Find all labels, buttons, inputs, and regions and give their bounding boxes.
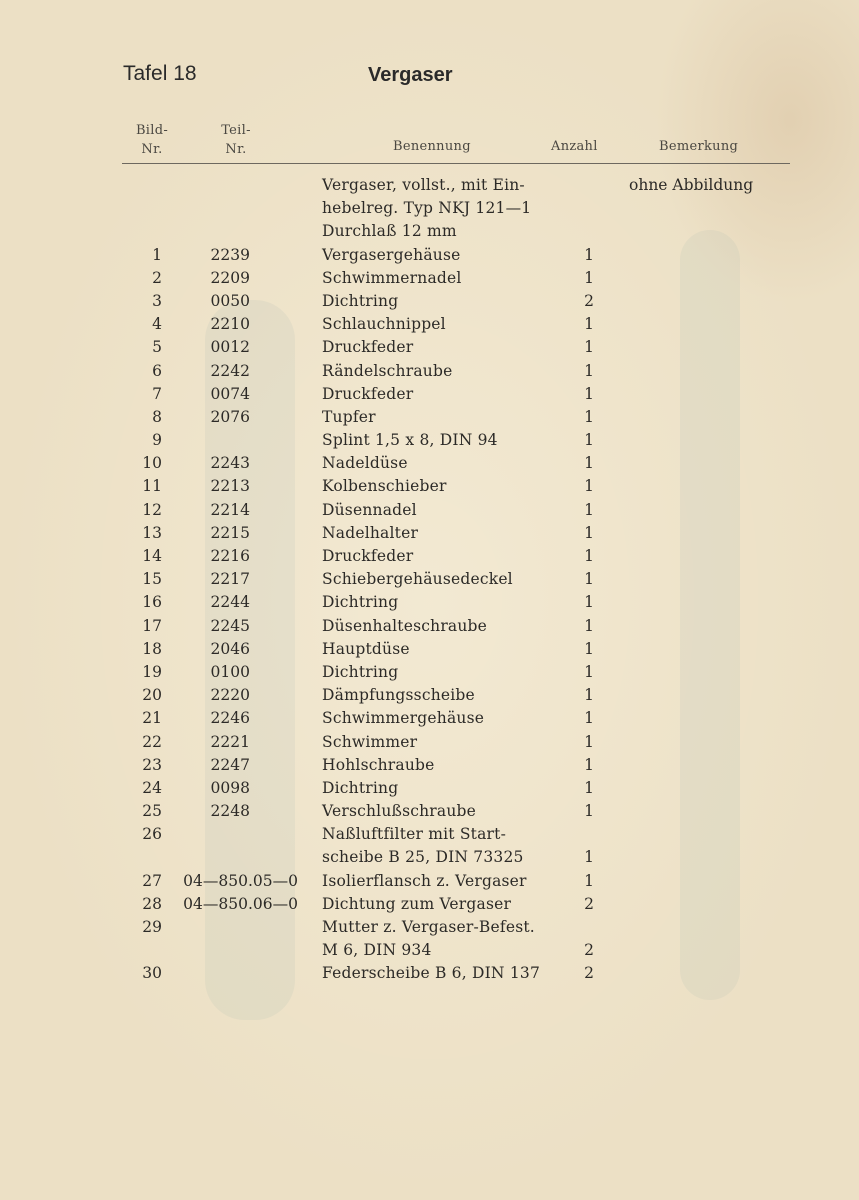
column-header-teil-line1: Teil- (221, 123, 251, 138)
cell-teil-nr: 2213 (210, 477, 250, 496)
cell-teil-nr: 2239 (210, 245, 250, 264)
cell-anzahl: 1 (584, 523, 594, 542)
cell-anzahl: 1 (584, 639, 594, 658)
cell-benennung: Dichtring (322, 593, 399, 612)
cell-anzahl: 1 (584, 662, 594, 681)
cell-anzahl: 1 (584, 477, 594, 496)
cell-benennung: Dichtring (322, 662, 399, 681)
cell-benennung: Schwimmernadel (322, 268, 462, 287)
cell-anzahl: 1 (584, 732, 594, 751)
cell-bild-nr: 28 (142, 894, 162, 913)
cell-benennung: M 6, DIN 934 (322, 941, 432, 960)
cell-teil-nr: 2076 (210, 407, 250, 426)
cell-bild-nr: 20 (142, 686, 162, 705)
table-row (0, 174, 859, 197)
cell-anzahl: 1 (584, 407, 594, 426)
cell-benennung: Isolierflansch z. Vergaser (322, 871, 527, 890)
cell-anzahl: 1 (584, 802, 594, 821)
cell-bild-nr: 21 (142, 709, 162, 728)
cell-benennung: Hauptdüse (322, 639, 410, 658)
cell-anzahl: 2 (584, 291, 594, 310)
cell-teil-nr: 2215 (210, 523, 250, 542)
table-row (0, 893, 859, 916)
header-divider (122, 163, 790, 164)
table-row (0, 197, 859, 220)
cell-benennung: scheibe B 25, DIN 73325 (322, 848, 524, 867)
cell-anzahl: 2 (584, 941, 594, 960)
table-row (0, 220, 859, 243)
column-header-bild-line2: Nr. (141, 142, 163, 157)
cell-anzahl: 1 (584, 431, 594, 450)
table-row (0, 522, 859, 545)
table-row (0, 360, 859, 383)
cell-benennung: Vergaser, vollst., mit Ein- (322, 176, 525, 194)
cell-benennung: Splint 1,5 x 8, DIN 94 (322, 431, 498, 450)
table-row (0, 916, 859, 939)
table-row (0, 962, 859, 985)
cell-teil-nr: 2217 (210, 570, 250, 589)
cell-bild-nr: 6 (152, 361, 162, 380)
cell-bild-nr: 17 (142, 616, 162, 635)
cell-benennung: Schwimmer (322, 732, 418, 751)
cell-bild-nr: 1 (152, 245, 162, 264)
cell-bild-nr: 4 (152, 315, 162, 334)
cell-anzahl: 1 (584, 570, 594, 589)
table-row (0, 499, 859, 522)
column-header-teil-line2: Nr. (225, 142, 247, 157)
table-row (0, 244, 859, 267)
cell-bild-nr: 18 (142, 639, 162, 658)
cell-bild-nr: 15 (142, 570, 162, 589)
cell-bild-nr: 10 (142, 454, 162, 473)
cell-bild-nr: 30 (142, 964, 162, 983)
cell-teil-nr: 0050 (210, 291, 250, 310)
cell-anzahl: 1 (584, 338, 594, 357)
cell-teil-nr: 0098 (210, 778, 250, 797)
cell-benennung: Dichtring (322, 778, 399, 797)
plate-number: Tafel 18 (123, 62, 197, 85)
page-title: Vergaser (368, 64, 453, 86)
cell-benennung: Nadeldüse (322, 454, 408, 473)
table-row (0, 591, 859, 614)
cell-anzahl: 1 (584, 848, 594, 867)
table-row (0, 823, 859, 846)
cell-bild-nr: 9 (152, 431, 162, 450)
cell-anzahl: 1 (584, 454, 594, 473)
cell-anzahl: 2 (584, 964, 594, 983)
cell-benennung: Schlauchnippel (322, 315, 446, 334)
cell-teil-nr: 2247 (210, 755, 250, 774)
cell-benennung: Druckfeder (322, 338, 414, 357)
table-row (0, 267, 859, 290)
cell-benennung: Federscheibe B 6, DIN 137 (322, 964, 541, 983)
cell-benennung: hebelreg. Typ NKJ 121—1 (322, 199, 532, 218)
cell-bild-nr: 23 (142, 755, 162, 774)
cell-anzahl: 1 (584, 384, 594, 403)
table-row (0, 429, 859, 452)
cell-teil-nr: 2209 (210, 268, 250, 287)
cell-benennung: Mutter z. Vergaser-Befest. (322, 918, 535, 936)
cell-teil-nr: 2243 (210, 454, 250, 473)
cell-benennung: Düsennadel (322, 500, 417, 519)
cell-bild-nr: 25 (142, 802, 162, 821)
cell-benennung: Dämpfungsscheibe (322, 686, 475, 705)
table-row (0, 800, 859, 823)
column-header-bild-line1: Bild- (135, 123, 169, 138)
cell-anzahl: 1 (584, 245, 594, 264)
cell-bild-nr: 19 (142, 662, 162, 681)
cell-teil-nr: 2246 (210, 709, 250, 728)
cell-bild-nr: 27 (142, 871, 162, 890)
table-row (0, 777, 859, 800)
cell-anzahl: 2 (584, 894, 594, 913)
cell-anzahl: 1 (584, 778, 594, 797)
cell-benennung: Vergasergehäuse (322, 245, 461, 264)
cell-benennung: Schwimmergehäuse (322, 709, 485, 728)
cell-anzahl: 1 (584, 593, 594, 612)
cell-teil-nr: 2216 (210, 547, 250, 565)
cell-bild-nr: 5 (152, 338, 162, 357)
cell-teil-nr: 2220 (210, 686, 250, 705)
cell-benennung: Düsenhalteschraube (322, 616, 488, 635)
cell-teil-nr: 0074 (210, 384, 250, 403)
cell-anzahl: 1 (584, 709, 594, 728)
cell-teil-nr: 2221 (210, 732, 250, 751)
cell-benennung: Druckfeder (322, 384, 414, 403)
table-row (0, 406, 859, 429)
cell-teil-nr: 2248 (210, 802, 250, 821)
cell-teil-nr: 04—850.06—0 (183, 894, 298, 913)
cell-teil-nr: 2242 (210, 361, 250, 380)
cell-anzahl: 1 (584, 500, 594, 519)
column-header-bemerkung: Bemerkung (659, 139, 739, 154)
column-header-bild (130, 121, 174, 159)
cell-bild-nr: 3 (152, 291, 162, 310)
cell-benennung: Tupfer (322, 407, 376, 426)
cell-teil-nr: 2214 (210, 500, 250, 519)
parts-table (0, 174, 859, 986)
table-row (0, 568, 859, 591)
cell-benennung: Verschlußschraube (322, 802, 477, 821)
cell-anzahl: 1 (584, 547, 594, 565)
cell-benennung: Durchlaß 12 mm (322, 222, 457, 241)
cell-bild-nr: 2 (152, 268, 162, 287)
table-row (0, 870, 859, 893)
cell-benennung: Schiebergehäusedeckel (322, 570, 513, 589)
table-row (0, 475, 859, 498)
column-header-teil (214, 121, 258, 159)
table-row (0, 731, 859, 754)
cell-bild-nr: 7 (152, 384, 162, 403)
cell-anzahl: 1 (584, 268, 594, 287)
table-row (0, 336, 859, 359)
cell-anzahl: 1 (584, 315, 594, 334)
cell-bild-nr: 8 (152, 407, 162, 426)
cell-bild-nr: 12 (142, 500, 162, 519)
table-row (0, 313, 859, 336)
cell-teil-nr: 2210 (210, 315, 250, 334)
cell-teil-nr: 04—850.05—0 (183, 871, 298, 890)
table-row (0, 383, 859, 406)
cell-anzahl: 1 (584, 755, 594, 774)
table-row (0, 754, 859, 777)
cell-benennung: Rändelschraube (322, 361, 453, 380)
cell-bild-nr: 22 (142, 732, 162, 751)
table-row (0, 638, 859, 661)
cell-bild-nr: 26 (142, 825, 162, 844)
table-row (0, 846, 859, 869)
cell-bild-nr: 11 (142, 477, 162, 496)
cell-bild-nr: 13 (142, 523, 162, 542)
cell-benennung: Dichtung zum Vergaser (322, 894, 512, 913)
cell-anzahl: 1 (584, 686, 594, 705)
column-header-benennung: Benennung (393, 139, 471, 154)
cell-bild-nr: 14 (142, 547, 162, 565)
table-row (0, 707, 859, 730)
cell-teil-nr: 0012 (210, 338, 250, 357)
cell-teil-nr: 0100 (210, 662, 250, 681)
table-row (0, 290, 859, 313)
cell-bild-nr: 29 (142, 918, 162, 936)
cell-anzahl: 1 (584, 361, 594, 380)
cell-bild-nr: 16 (142, 593, 162, 612)
cell-anzahl: 1 (584, 871, 594, 890)
cell-benennung: Naßluftfilter mit Start- (322, 825, 507, 844)
cell-benennung: Nadelhalter (322, 523, 419, 542)
cell-benennung: Dichtring (322, 291, 399, 310)
table-row (0, 684, 859, 707)
table-row (0, 545, 859, 568)
cell-benennung: Druckfeder (322, 547, 414, 565)
column-header-anzahl: Anzahl (551, 139, 598, 154)
cell-bild-nr: 24 (142, 778, 162, 797)
cell-benennung: Kolbenschieber (322, 477, 447, 496)
table-row (0, 615, 859, 638)
cell-anzahl: 1 (584, 616, 594, 635)
table-row (0, 939, 859, 962)
table-row (0, 661, 859, 684)
cell-benennung: Hohlschraube (322, 755, 435, 774)
cell-teil-nr: 2046 (210, 639, 250, 658)
cell-bemerkung: ohne Abbildung (629, 176, 754, 194)
cell-teil-nr: 2245 (210, 616, 250, 635)
table-row (0, 452, 859, 475)
cell-teil-nr: 2244 (210, 593, 250, 612)
